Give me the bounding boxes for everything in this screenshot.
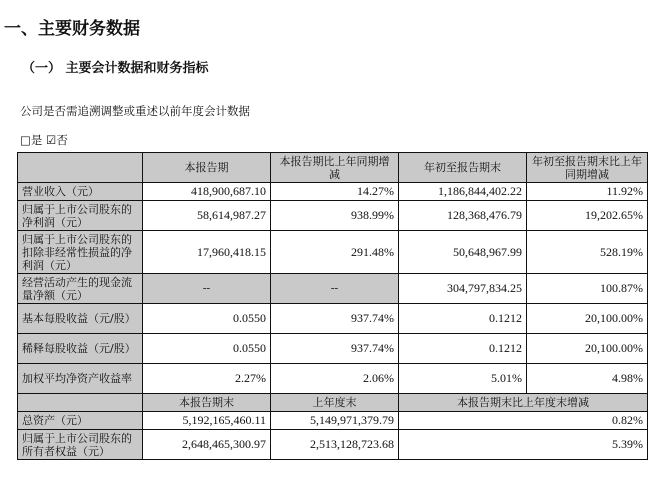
table-header-row [18,153,648,183]
cell: 20,100.00% [527,334,648,364]
row-label: 经营活动产生的现金流量净额（元） [18,274,143,304]
table-row [18,231,648,274]
cell: 304,797,834.25 [399,274,527,304]
cell: -- [271,274,399,304]
row-label: 归属于上市公司股东的净利润（元） [18,201,143,231]
header-period-end-change: 本报告期末比上年度末增减 [399,394,648,412]
row-label: 营业收入（元） [18,183,143,201]
header-period-end: 本报告期末 [143,394,271,412]
row-label: 基本每股收益（元/股） [18,304,143,334]
table-subheader-row [18,394,648,412]
cell: 291.48% [271,231,399,274]
cell: 128,368,476.79 [399,201,527,231]
row-label: 总资产（元） [18,412,143,430]
cell: 418,900,687.10 [143,183,271,201]
cell: 20,100.00% [527,304,648,334]
header-current-period: 本报告期 [143,153,271,183]
cell: 0.82% [399,412,648,430]
cell: 17,960,418.15 [143,231,271,274]
cell: 50,648,967.99 [399,231,527,274]
row-label: 稀释每股收益（元/股） [18,334,143,364]
row-label: 加权平均净资产收益率 [18,364,143,394]
cell: 0.1212 [399,304,527,334]
table-row [18,364,648,394]
table-row [18,430,648,460]
cell: 0.0550 [143,304,271,334]
cell: 19,202.65% [527,201,648,231]
header-current-period-change: 本报告期比上年同期增减 [271,153,399,183]
cell: 937.74% [271,334,399,364]
table-row [18,274,648,304]
cell: 100.87% [527,274,648,304]
table-row [18,183,648,201]
cell: 2.27% [143,364,271,394]
cell: 4.98% [527,364,648,394]
restatement-question: 公司是否需追溯调整或重述以前年度会计数据 [20,104,250,118]
cell: 5,192,165,460.11 [143,412,271,430]
cell: 5,149,971,379.79 [271,412,399,430]
section-heading: 一、主要财务数据 [4,19,140,39]
cell: 528.19% [527,231,648,274]
subsection-heading: （一） 主要会计数据和财务指标 [22,61,209,76]
cell: 1,186,844,402.22 [399,183,527,201]
table-row [18,412,648,430]
header-ytd-change: 年初至报告期末比上年同期增减 [527,153,648,183]
header-prior-year-end: 上年度末 [271,394,399,412]
cell: 5.01% [399,364,527,394]
financial-data-table [17,152,648,460]
row-label: 归属于上市公司股东的扣除非经常性损益的净利润（元） [18,231,143,274]
table-row [18,334,648,364]
cell: 2.06% [271,364,399,394]
cell: 0.1212 [399,334,527,364]
cell: 937.74% [271,304,399,334]
header-ytd: 年初至报告期末 [399,153,527,183]
row-label: 归属于上市公司股东的所有者权益（元） [18,430,143,460]
table-row [18,201,648,231]
cell: 11.92% [527,183,648,201]
restatement-answer: □是 ☑否 [20,133,68,147]
cell: 2,648,465,300.97 [143,430,271,460]
cell: -- [143,274,271,304]
subheader-corner [18,394,143,412]
cell: 58,614,987.27 [143,201,271,231]
header-corner [18,153,143,183]
cell: 938.99% [271,201,399,231]
cell: 0.0550 [143,334,271,364]
cell: 14.27% [271,183,399,201]
cell: 2,513,128,723.68 [271,430,399,460]
table-row [18,304,648,334]
cell: 5.39% [399,430,648,460]
